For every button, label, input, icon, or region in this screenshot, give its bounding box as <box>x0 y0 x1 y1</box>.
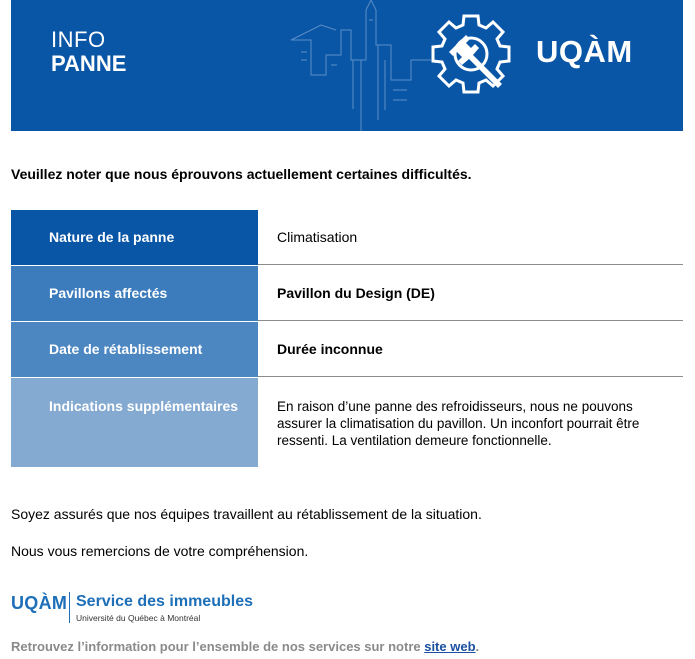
table-row <box>11 266 683 321</box>
info-panne-banner <box>11 0 683 131</box>
footer-logo-separator <box>69 592 70 623</box>
reassurance-text: Soyez assurés que nos équipes travaillent au rétablissement de la situation. <box>11 506 482 522</box>
footer-university-name: Université du Québec à Montréal <box>76 613 201 623</box>
montreal-skyline-illustration <box>281 0 431 131</box>
row-label-pavillons: Pavillons affectés <box>11 266 258 321</box>
row-value-nature: Climatisation <box>258 210 683 265</box>
banner-title-info: INFO <box>51 27 106 52</box>
row-value-date: Durée inconnue <box>258 322 683 377</box>
site-web-link[interactable]: site web <box>424 639 476 654</box>
footer-info-period: . <box>475 639 480 654</box>
footer-info-text <box>11 639 479 654</box>
row-label-date: Date de rétablissement <box>11 322 258 377</box>
row-label-nature: Nature de la panne <box>11 210 258 265</box>
table-row <box>11 322 683 377</box>
uqam-logo: UQÀM <box>536 34 633 69</box>
footer-service-name: Service des immeubles <box>76 593 253 610</box>
row-value-indications: En raison d’une panne des refroidisseurs, nous ne pouvons assurer la climatisation du pavillon. Un inconfort pourrait être ressenti. La ventilation demeure fonctionnelle. <box>277 399 640 448</box>
notice-text: Veuillez noter que nous éprouvons actuellement certaines difficultés. <box>11 166 472 182</box>
gear-wrench-icon <box>426 10 516 100</box>
outage-info-table <box>11 210 683 467</box>
footer-info-prefix: Retrouvez l’information pour l’ensemble de nos services sur notre <box>11 639 425 654</box>
row-value-pavillons: Pavillon du Design (DE) <box>258 266 683 321</box>
table-row <box>11 378 683 467</box>
table-row <box>11 210 683 265</box>
banner-title-panne: PANNE <box>51 51 127 76</box>
thanks-text: Nous vous remercions de votre compréhension. <box>11 543 309 559</box>
footer-uqam-logo: UQÀM <box>11 593 68 613</box>
row-label-indications: Indications supplémentaires <box>11 378 258 467</box>
